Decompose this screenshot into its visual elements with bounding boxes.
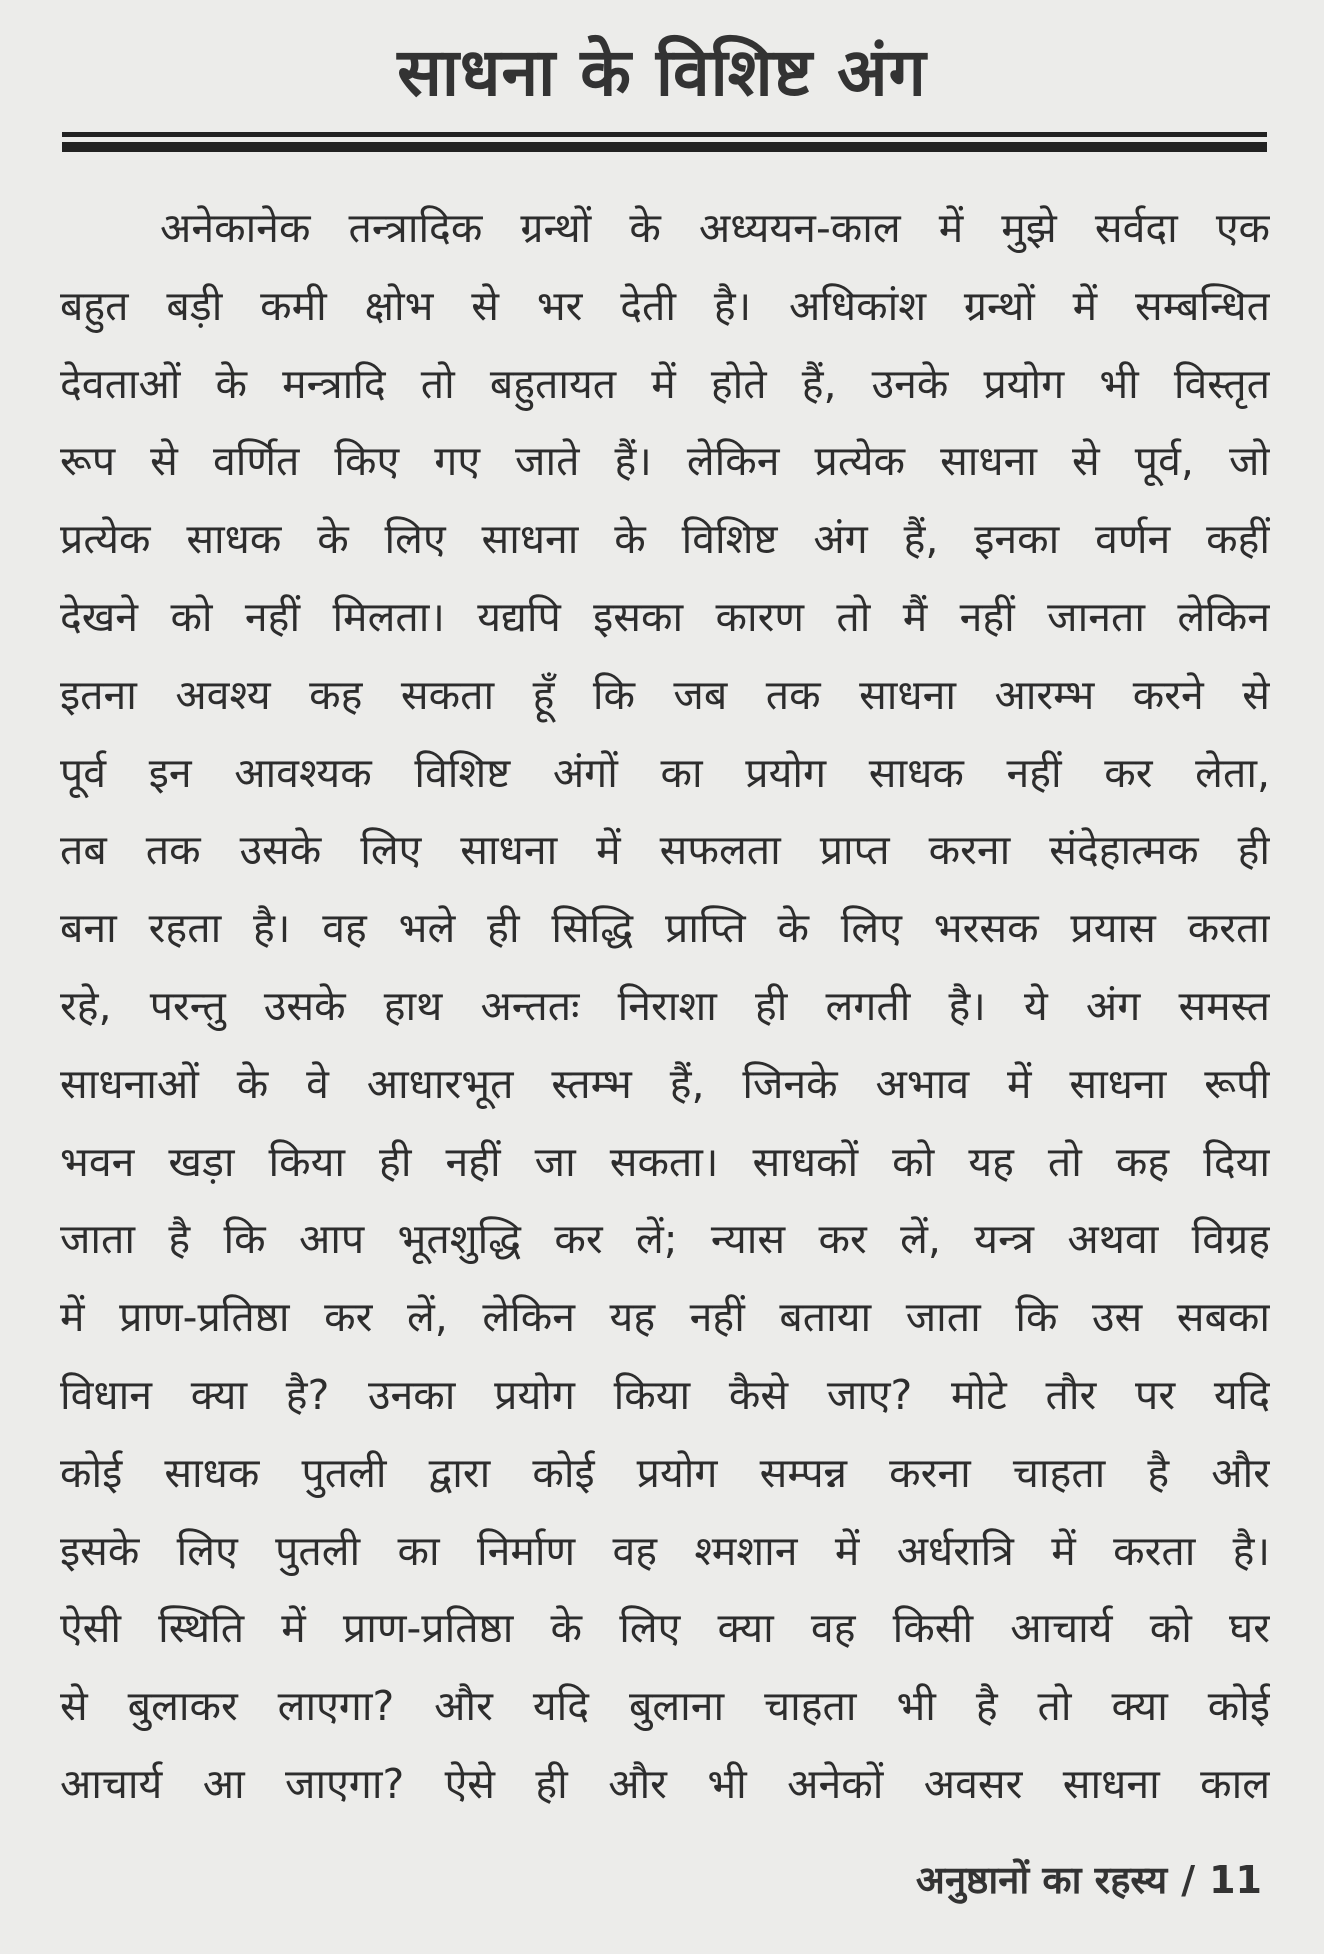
page-number: 11 — [1209, 1858, 1262, 1902]
text-line: कोई साधक पुतली द्वारा कोई प्रयोग सम्पन्न करना चाहता है और — [60, 1448, 1270, 1497]
text-line: पूर्व इन आवश्यक विशिष्ट अंगों का प्रयोग साधक नहीं कर लेता, — [60, 748, 1270, 797]
text-line: तब तक उसके लिए साधना में सफलता प्राप्त करना संदेहात्मक ही — [60, 826, 1270, 875]
text-line: रूप से वर्णित किए गए जाते हैं। लेकिन प्रत्येक साधना से पूर्व, जो — [60, 437, 1270, 486]
text-line: इतना अवश्य कह सकता हूँ कि जब तक साधना आरम्भ करने से — [60, 670, 1270, 719]
text-line: अनेकानेक तन्त्रादिक ग्रन्थों के अध्ययन-काल में मुझे सर्वदा एक — [160, 204, 1270, 252]
chapter-title: साधना के विशिष्ट अंग — [397, 34, 927, 111]
body-paragraph — [60, 190, 1270, 1824]
text-line: में प्राण-प्रतिष्ठा कर लें, लेकिन यह नहीं बताया जाता कि उस सबका — [60, 1293, 1270, 1342]
text-line: आचार्य आ जाएगा? ऐसे ही और भी अनेकों अवसर साधना काल — [60, 1759, 1270, 1808]
text-line: देवताओं के मन्त्रादि तो बहुतायत में होते हैं, उनके प्रयोग भी विस्तृत — [60, 359, 1270, 408]
footer-book-title: अनुष्ठानों का रहस्य — [915, 1858, 1168, 1902]
footer-separator: / — [1181, 1858, 1196, 1902]
text-line: साधनाओं के वे आधारभूत स्तम्भ हैं, जिनके अभाव में साधना रूपी — [60, 1059, 1270, 1108]
text-line: बहुत बड़ी कमी क्षोभ से भर देती है। अधिकांश ग्रन्थों में सम्बन्धित — [60, 281, 1270, 330]
title-rule-top — [62, 132, 1267, 137]
text-line: विधान क्या है? उनका प्रयोग किया कैसे जाए? मोटे तौर पर यदि — [60, 1370, 1270, 1419]
title-rule-bottom — [62, 142, 1267, 152]
text-line: इसके लिए पुतली का निर्माण वह श्मशान में अर्धरात्रि में करता है। — [60, 1526, 1270, 1575]
text-line: बना रहता है। वह भले ही सिद्धि प्राप्ति के लिए भरसक प्रयास करता — [60, 904, 1270, 953]
running-footer — [916, 1852, 1262, 1908]
text-line: रहे, परन्तु उसके हाथ अन्ततः निराशा ही लगती है। ये अंग समस्त — [60, 981, 1270, 1030]
text-line: जाता है कि आप भूतशुद्धि कर लें; न्यास कर लें, यन्त्र अथवा विग्रह — [60, 1215, 1270, 1264]
text-line: से बुलाकर लाएगा? और यदि बुलाना चाहता भी है तो क्या कोई — [60, 1682, 1270, 1731]
text-line: भवन खड़ा किया ही नहीं जा सकता। साधकों को यह तो कह दिया — [60, 1137, 1270, 1186]
text-line: प्रत्येक साधक के लिए साधना के विशिष्ट अंग हैं, इनका वर्णन कहीं — [60, 515, 1270, 564]
text-line: ऐसी स्थिति में प्राण-प्रतिष्ठा के लिए क्या वह किसी आचार्य को घर — [60, 1604, 1270, 1653]
text-line: देखने को नहीं मिलता। यद्यपि इसका कारण तो मैं नहीं जानता लेकिन — [60, 592, 1270, 641]
